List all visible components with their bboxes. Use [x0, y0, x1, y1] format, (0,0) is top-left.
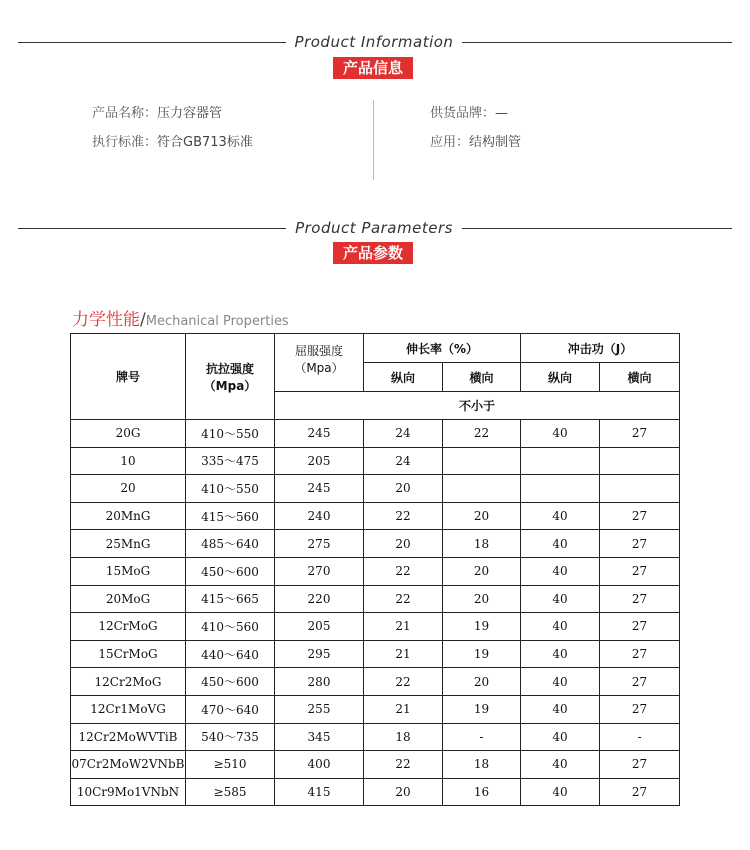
header-elongation-longitudinal: 纵向 — [364, 363, 443, 392]
cell-elongation-longitudinal: 22 — [364, 502, 443, 530]
cell-yield: 295 — [275, 640, 364, 668]
header-grade: 牌号 — [71, 334, 186, 420]
cell-elongation-longitudinal: 20 — [364, 530, 443, 558]
cell-impact-longitudinal: 40 — [521, 530, 600, 558]
cell-elongation-longitudinal: 21 — [364, 695, 443, 723]
table-row — [71, 751, 680, 779]
cell-yield: 270 — [275, 557, 364, 585]
cell-elongation-transverse — [443, 475, 521, 503]
info-label: 供货品牌： — [430, 106, 496, 121]
info-divider — [373, 100, 374, 180]
table-row — [71, 447, 680, 475]
cell-impact-longitudinal: 40 — [521, 557, 600, 585]
cell-impact-longitudinal: 40 — [521, 778, 600, 806]
cell-elongation-longitudinal: 22 — [364, 751, 443, 779]
cell-impact-longitudinal — [521, 475, 600, 503]
header-elongation: 伸长率（%） — [364, 334, 521, 363]
cell-elongation-longitudinal: 22 — [364, 668, 443, 696]
header-elongation-transverse: 横向 — [443, 363, 521, 392]
info-application — [430, 134, 521, 152]
info-product-name — [92, 105, 222, 123]
cell-tensile: 470～640 — [186, 695, 275, 723]
cell-grade: 12Cr2MoWVTiB — [71, 723, 186, 751]
cell-impact-transverse: 27 — [600, 640, 680, 668]
cell-yield: 240 — [275, 502, 364, 530]
product-parameters-header — [18, 218, 732, 238]
table-body — [71, 420, 680, 806]
cell-yield: 220 — [275, 585, 364, 613]
cell-impact-transverse: - — [600, 723, 680, 751]
cell-impact-transverse: 27 — [600, 502, 680, 530]
cell-elongation-longitudinal: 18 — [364, 723, 443, 751]
header-tensile-label: 抗拉强度 — [205, 361, 254, 376]
header-impact-transverse: 横向 — [600, 363, 680, 392]
info-brand — [430, 105, 508, 123]
mechanical-properties-heading — [72, 305, 289, 330]
cell-elongation-transverse: 20 — [443, 668, 521, 696]
cell-impact-longitudinal: 40 — [521, 640, 600, 668]
cell-tensile: 415～665 — [186, 585, 275, 613]
cell-yield: 205 — [275, 447, 364, 475]
cell-tensile: 415～560 — [186, 502, 275, 530]
cell-grade: 15MoG — [71, 557, 186, 585]
table-row — [71, 613, 680, 641]
info-label: 执行标准： — [92, 135, 158, 150]
cell-tensile: 410～550 — [186, 475, 275, 503]
cell-impact-longitudinal: 40 — [521, 695, 600, 723]
cell-impact-transverse: 27 — [600, 668, 680, 696]
product-information-title: Product Information — [294, 33, 454, 51]
table-row — [71, 723, 680, 751]
cell-impact-transverse: 27 — [600, 530, 680, 558]
cell-yield: 280 — [275, 668, 364, 696]
cell-elongation-longitudinal: 22 — [364, 557, 443, 585]
cell-grade: 10 — [71, 447, 186, 475]
cell-tensile: 450～600 — [186, 557, 275, 585]
cell-tensile: 450～600 — [186, 668, 275, 696]
cell-grade: 12Cr1MoVG — [71, 695, 186, 723]
header-tensile — [186, 334, 275, 420]
header-impact-longitudinal: 纵向 — [521, 363, 600, 392]
mechanical-properties-table — [70, 333, 680, 806]
table-row — [71, 502, 680, 530]
header-rule-left — [18, 228, 286, 229]
table-row — [71, 585, 680, 613]
cell-elongation-transverse: 19 — [443, 613, 521, 641]
cell-impact-longitudinal — [521, 447, 600, 475]
mechanical-title-cn: 力学性能 — [72, 310, 140, 330]
product-parameters-title: Product Parameters — [295, 219, 453, 237]
cell-yield: 245 — [275, 475, 364, 503]
cell-grade: 10Cr9Mo1VNbN — [71, 778, 186, 806]
cell-impact-longitudinal: 40 — [521, 613, 600, 641]
cell-impact-longitudinal: 40 — [521, 668, 600, 696]
cell-elongation-transverse: - — [443, 723, 521, 751]
info-value: — — [495, 106, 509, 121]
cell-impact-transverse: 27 — [600, 751, 680, 779]
header-min-note: 不小于 — [275, 392, 680, 420]
header-tensile-unit: （Mpa） — [203, 378, 257, 393]
cell-grade: 20MoG — [71, 585, 186, 613]
cell-yield: 255 — [275, 695, 364, 723]
cell-impact-transverse: 27 — [600, 585, 680, 613]
cell-impact-transverse: 27 — [600, 778, 680, 806]
cell-impact-transverse — [600, 475, 680, 503]
table-row — [71, 420, 680, 448]
header-yield — [275, 334, 364, 392]
cell-impact-longitudinal: 40 — [521, 502, 600, 530]
table-row — [71, 778, 680, 806]
table-row — [71, 557, 680, 585]
heading-slash: / — [140, 310, 146, 330]
cell-elongation-longitudinal: 24 — [364, 447, 443, 475]
cell-grade: 15CrMoG — [71, 640, 186, 668]
product-parameters-badge: 产品参数 — [333, 242, 413, 264]
cell-yield: 205 — [275, 613, 364, 641]
table-row — [71, 530, 680, 558]
cell-impact-transverse — [600, 447, 680, 475]
info-label: 应用： — [430, 135, 470, 150]
info-value: 压力容器管 — [157, 106, 223, 121]
cell-grade: 20MnG — [71, 502, 186, 530]
cell-impact-longitudinal: 40 — [521, 751, 600, 779]
header-rule-left — [18, 42, 286, 43]
cell-yield: 275 — [275, 530, 364, 558]
cell-tensile: 410～560 — [186, 613, 275, 641]
cell-elongation-longitudinal: 21 — [364, 640, 443, 668]
cell-impact-transverse: 27 — [600, 557, 680, 585]
header-rule-right — [462, 42, 732, 43]
cell-elongation-longitudinal: 20 — [364, 475, 443, 503]
info-label: 产品名称： — [92, 106, 158, 121]
cell-elongation-transverse: 16 — [443, 778, 521, 806]
cell-elongation-transverse: 19 — [443, 640, 521, 668]
cell-impact-transverse: 27 — [600, 613, 680, 641]
cell-elongation-longitudinal: 24 — [364, 420, 443, 448]
cell-elongation-transverse: 20 — [443, 585, 521, 613]
cell-tensile: ≥585 — [186, 778, 275, 806]
cell-grade: 20G — [71, 420, 186, 448]
cell-elongation-transverse: 19 — [443, 695, 521, 723]
cell-tensile: 540～735 — [186, 723, 275, 751]
table-row — [71, 475, 680, 503]
cell-elongation-transverse: 20 — [443, 502, 521, 530]
mechanical-title-en: Mechanical Properties — [145, 314, 289, 329]
header-rule-right — [462, 228, 732, 229]
cell-elongation-transverse: 18 — [443, 751, 521, 779]
cell-elongation-longitudinal: 22 — [364, 585, 443, 613]
cell-grade: 12Cr2MoG — [71, 668, 186, 696]
header-impact: 冲击功（J） — [521, 334, 680, 363]
cell-yield: 345 — [275, 723, 364, 751]
cell-elongation-transverse — [443, 447, 521, 475]
cell-yield: 400 — [275, 751, 364, 779]
cell-elongation-transverse: 22 — [443, 420, 521, 448]
product-information-header — [18, 32, 732, 52]
cell-elongation-transverse: 20 — [443, 557, 521, 585]
header-yield-unit: （Mpa） — [294, 361, 344, 375]
cell-elongation-longitudinal: 20 — [364, 778, 443, 806]
header-yield-label: 屈服强度 — [294, 344, 343, 358]
cell-tensile: 410～550 — [186, 420, 275, 448]
cell-grade: 25MnG — [71, 530, 186, 558]
cell-impact-longitudinal: 40 — [521, 723, 600, 751]
cell-tensile: ≥510 — [186, 751, 275, 779]
info-value: 结构制管 — [469, 135, 522, 150]
cell-grade: 12CrMoG — [71, 613, 186, 641]
table-row — [71, 640, 680, 668]
cell-yield: 245 — [275, 420, 364, 448]
cell-grade: 07Cr2MoW2VNbB — [71, 751, 186, 779]
table-row — [71, 695, 680, 723]
cell-tensile: 485～640 — [186, 530, 275, 558]
cell-impact-longitudinal: 40 — [521, 420, 600, 448]
info-standard — [92, 134, 253, 152]
cell-tensile: 335～475 — [186, 447, 275, 475]
cell-impact-transverse: 27 — [600, 420, 680, 448]
cell-grade: 20 — [71, 475, 186, 503]
cell-yield: 415 — [275, 778, 364, 806]
info-value: 符合GB713标准 — [157, 135, 253, 150]
cell-impact-transverse: 27 — [600, 695, 680, 723]
cell-tensile: 440～640 — [186, 640, 275, 668]
table-row — [71, 668, 680, 696]
cell-elongation-transverse: 18 — [443, 530, 521, 558]
product-information-badge: 产品信息 — [333, 57, 413, 79]
cell-elongation-longitudinal: 21 — [364, 613, 443, 641]
cell-impact-longitudinal: 40 — [521, 585, 600, 613]
